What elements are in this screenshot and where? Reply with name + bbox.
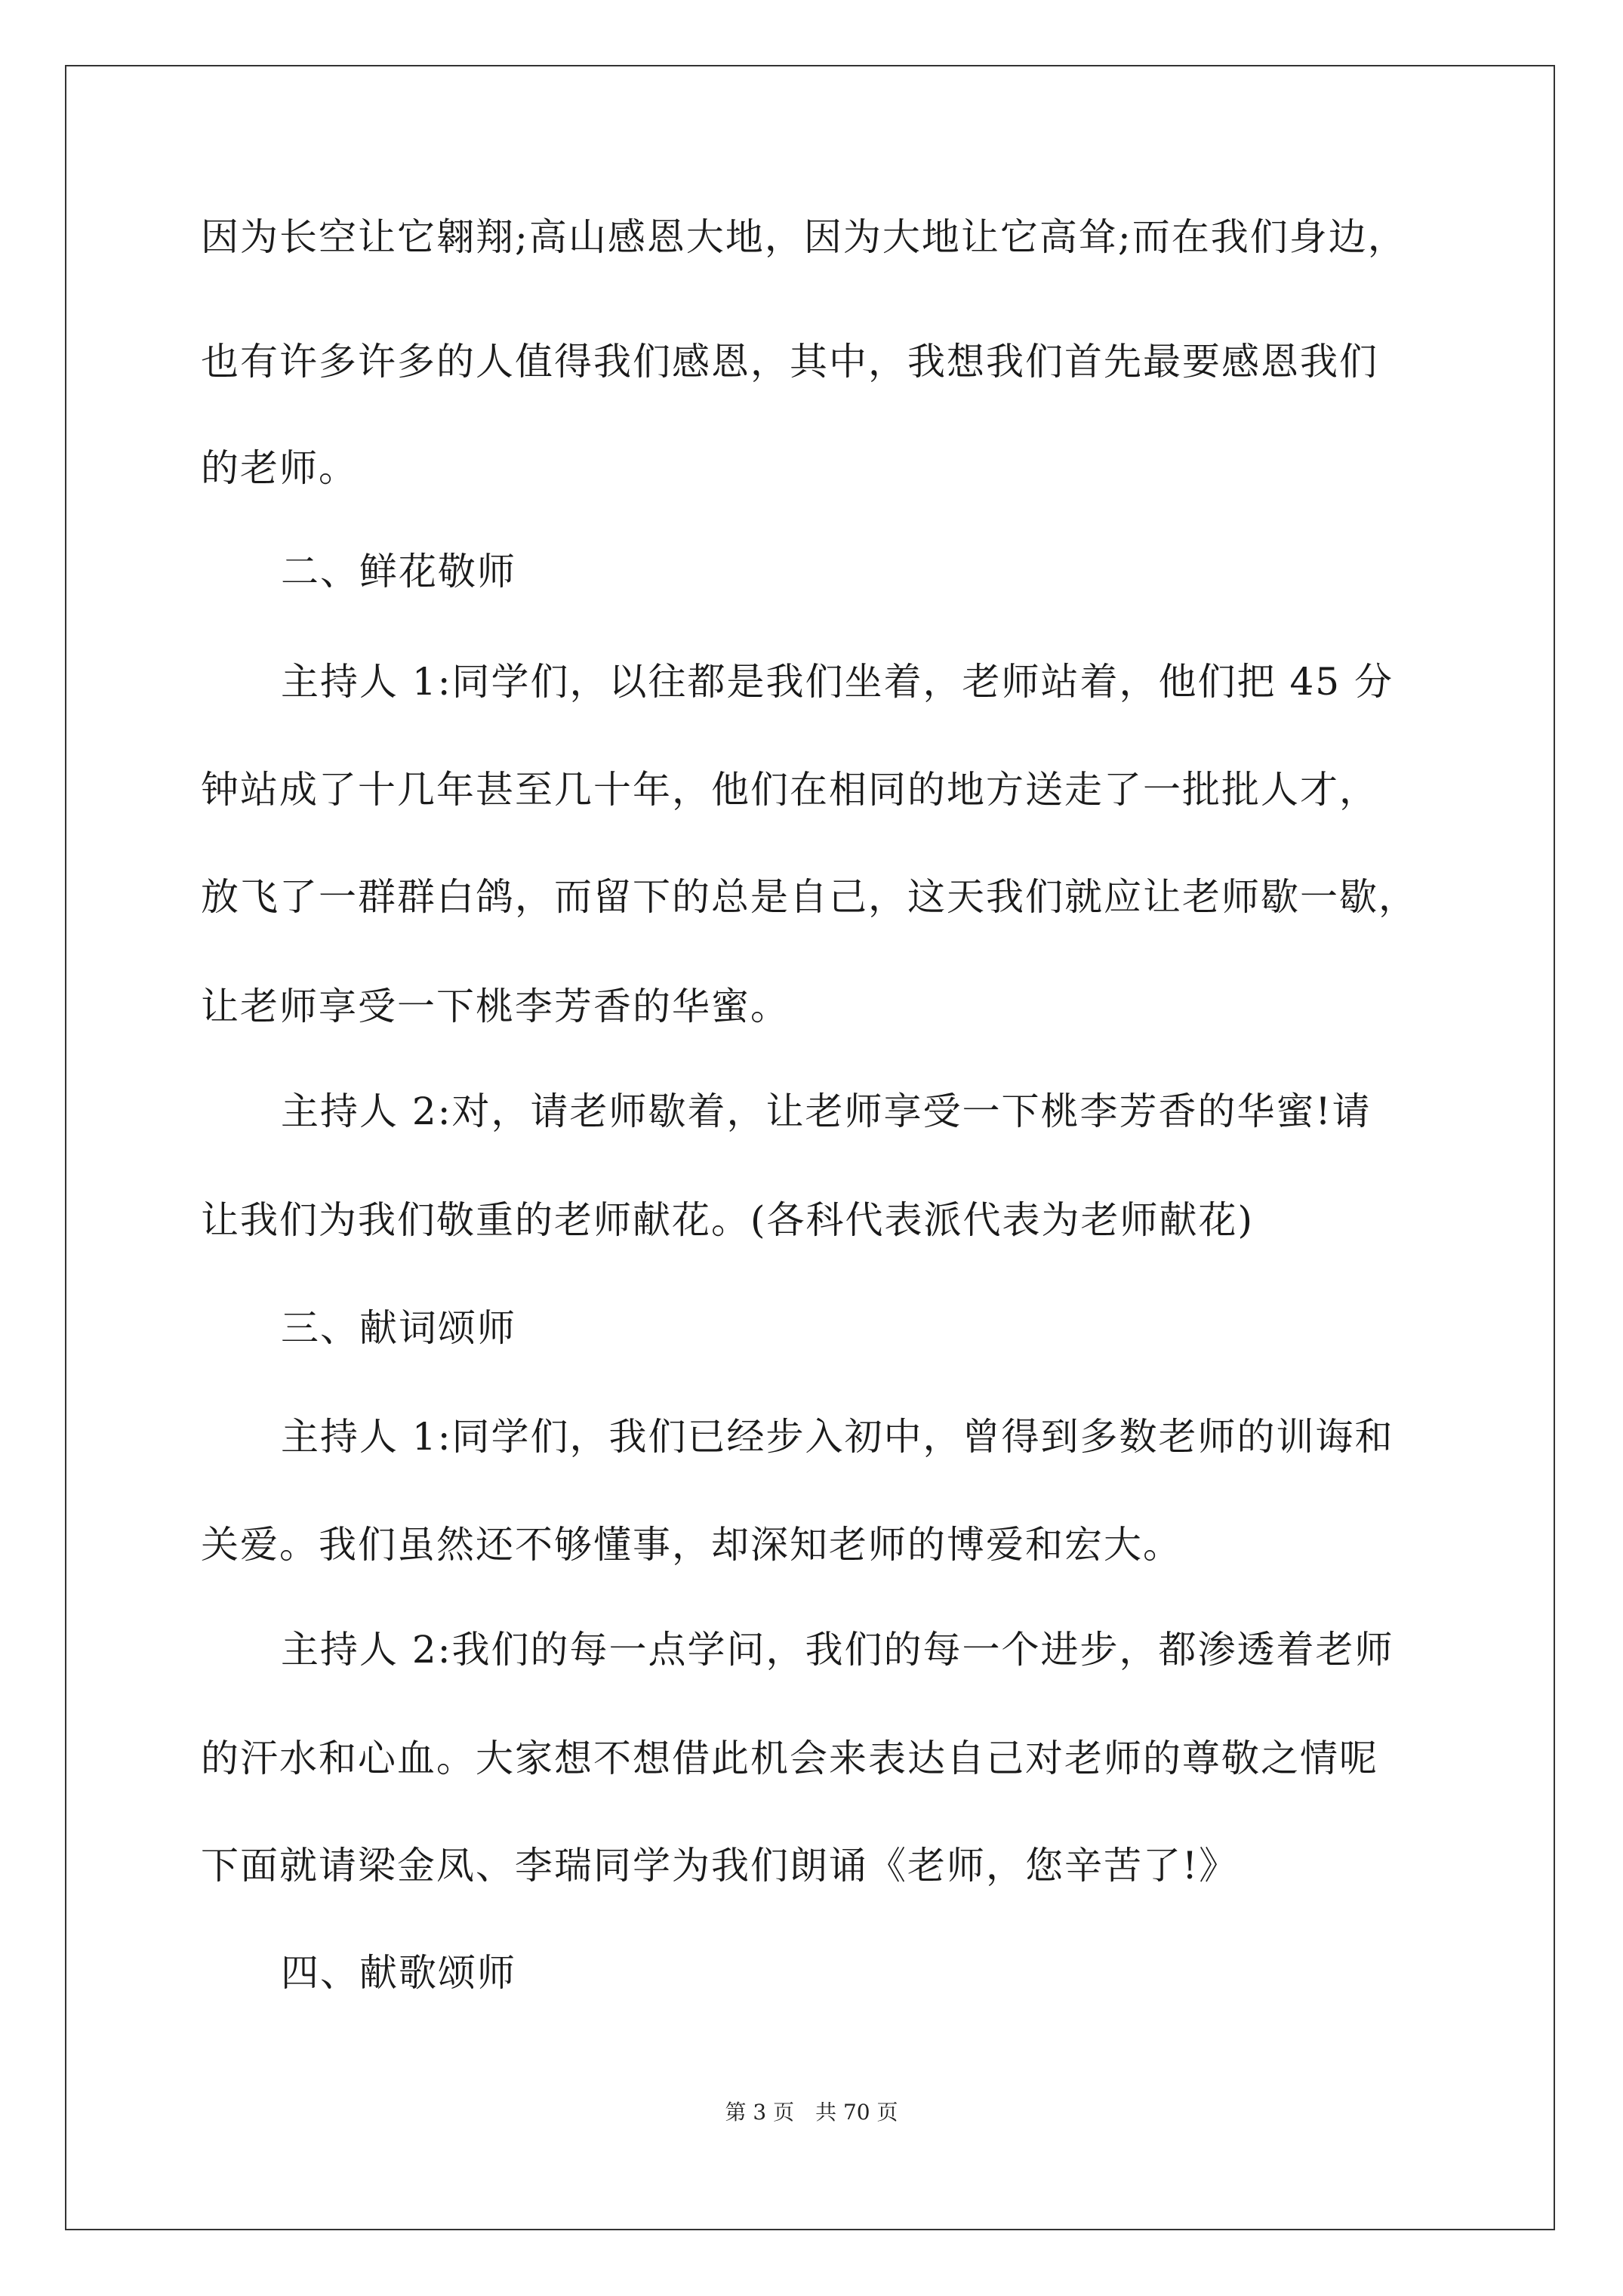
text-line: 的老师。 [201,446,358,490]
page-border [65,65,1555,2230]
text-line: 主持人 2:我们的每一点学问，我们的每一个进步，都渗透着老师 [281,1628,1394,1672]
text-line: 关爱。我们虽然还不够懂事，却深知老师的博爱和宏大。 [201,1523,1182,1567]
page-number-footer: 第 3 页 共 70 页 [725,2100,898,2125]
text-line: 也有许多许多的人值得我们感恩，其中，我想我们首先最要感恩我们 [201,340,1378,384]
section-heading: 二、鲜花敬师 [281,550,516,593]
text-line: 的汗水和心血。大家想不想借此机会来表达自己对老师的尊敬之情呢 [201,1737,1378,1780]
text-line: 下面就请梁金凤、李瑞同学为我们朗诵《老师，您辛苦了!》 [201,1844,1239,1888]
text-line: 主持人 2:对，请老师歇着，让老师享受一下桃李芳香的华蜜!请 [281,1089,1372,1133]
text-line: 主持人 1:同学们，我们已经步入初中，曾得到多数老师的训诲和 [281,1415,1394,1459]
text-line: 让我们为我们敬重的老师献花。(各科代表派代表为老师献花) [201,1198,1255,1242]
text-line: 因为长空让它翱翔;高山感恩大地，因为大地让它高耸;而在我们身边， [201,215,1407,259]
section-heading: 四、献歌颂师 [281,1951,516,1995]
text-line: 让老师享受一下桃李芳香的华蜜。 [201,985,790,1028]
text-line: 钟站成了十几年甚至几十年，他们在相同的地方送走了一批批人才， [201,768,1378,812]
section-heading: 三、献词颂师 [281,1306,516,1350]
text-line: 放飞了一群群白鸽，而留下的总是自己，这天我们就应让老师歇一歇， [201,875,1418,919]
text-line: 主持人 1:同学们，以往都是我们坐着，老师站着，他们把 45 分 [281,660,1394,704]
